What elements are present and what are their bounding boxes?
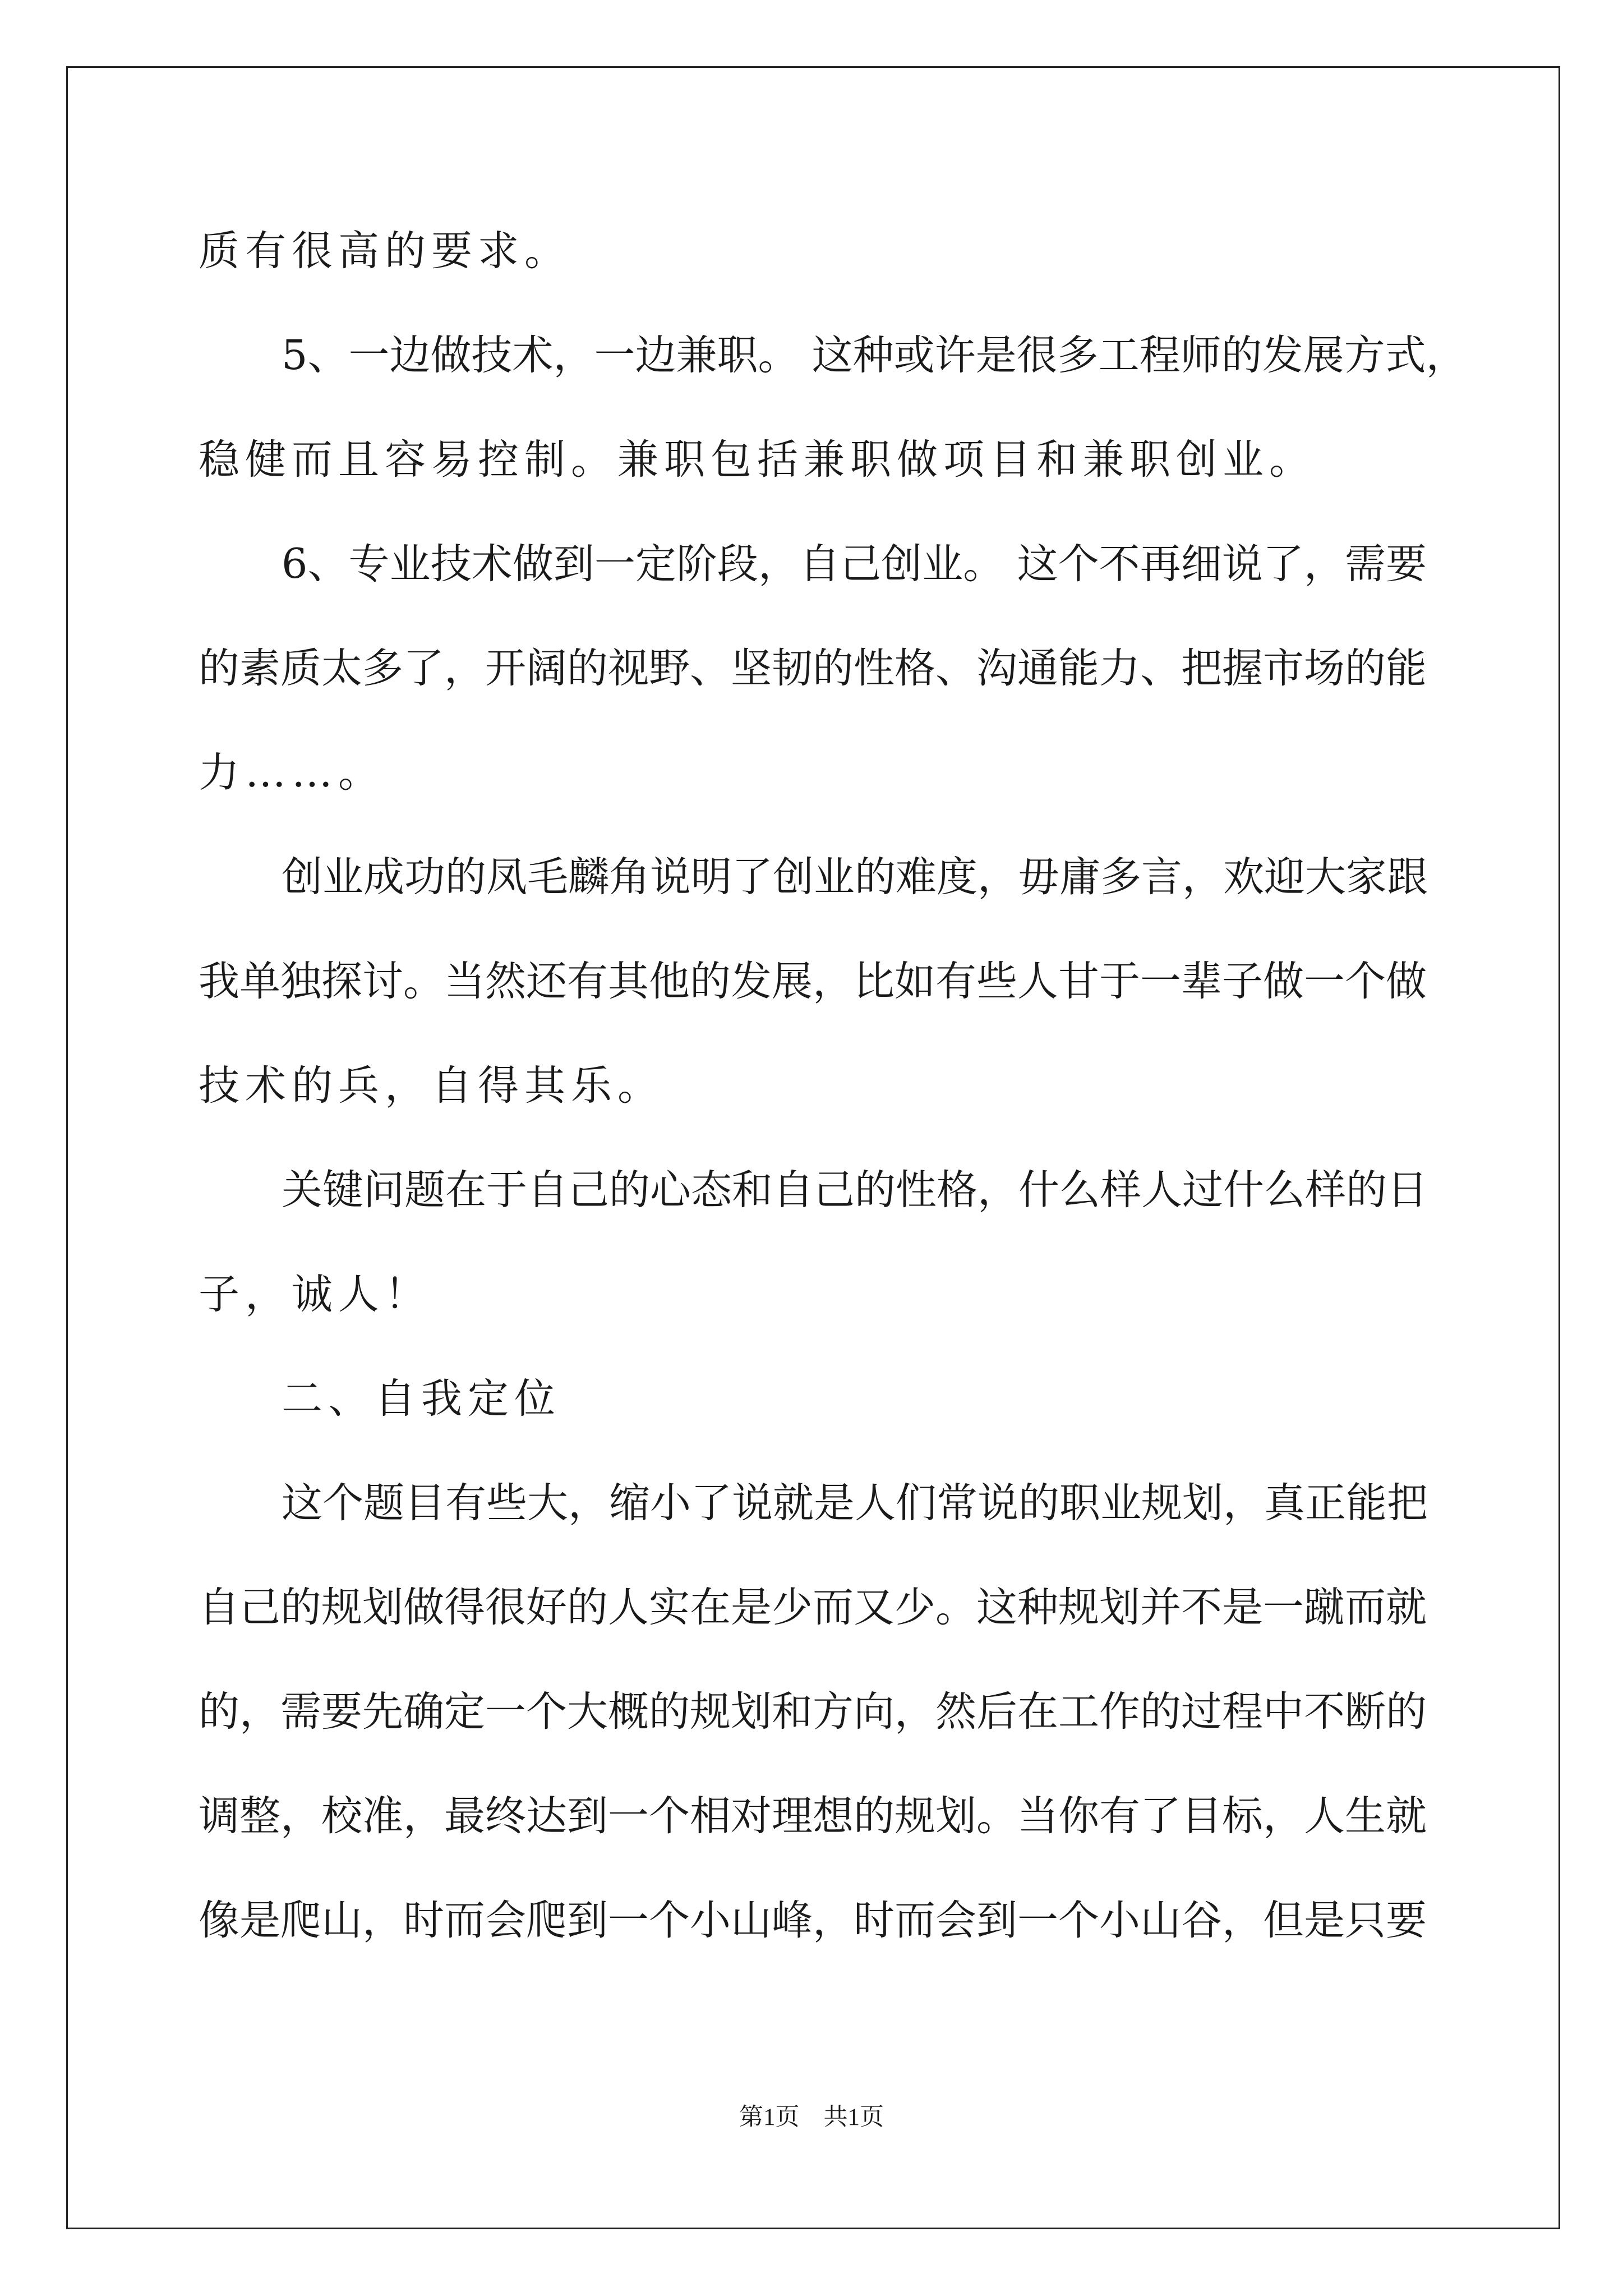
text-line: 质有很高的要求。 bbox=[199, 227, 571, 275]
section-heading: 二、自我定位 bbox=[282, 1375, 561, 1423]
text-line: 力……。 bbox=[199, 749, 385, 797]
paragraph-start-line: 5、一边做技术，一边兼职。 这种或许是很多工程师的发展方式， bbox=[282, 332, 1467, 379]
document-body bbox=[199, 199, 1467, 1973]
text-line: 自己的规划做得很好的人实在是少而又少。这种规划并不是一蹴而就 bbox=[199, 1584, 1427, 1631]
text-line: 的素质太多了，开阔的视野、坚韧的性格、沟通能力、把握市场的能 bbox=[199, 645, 1427, 692]
paragraph-start-line: 创业成功的凤毛麟角说明了创业的难度，毋庸多言，欢迎大家跟 bbox=[282, 853, 1428, 901]
paragraph-start-line: 这个题目有些大，缩小了说就是人们常说的职业规划，真正能把 bbox=[282, 1479, 1428, 1527]
paragraph-start-line: 关键问题在于自己的心态和自己的性格，什么样人过什么样的日 bbox=[282, 1166, 1428, 1214]
text-line: 子，诚人！ bbox=[199, 1271, 431, 1318]
text-line: 的，需要先确定一个大概的规划和方向，然后在工作的过程中不断的 bbox=[199, 1688, 1427, 1736]
paragraph-start-line: 6、专业技术做到一定阶段，自己创业。 这个不再细说了，需要 bbox=[282, 540, 1427, 588]
text-line: 技术的兵，自得其乐。 bbox=[199, 1062, 664, 1110]
text-line: 稳健而且容易控制。兼职包括兼职做项目和兼职创业。 bbox=[199, 436, 1316, 484]
text-line: 调整，校准，最终达到一个相对理想的规划。当你有了目标，人生就 bbox=[199, 1792, 1427, 1840]
text-line: 像是爬山，时而会爬到一个小山峰，时而会到一个小山谷，但是只要 bbox=[199, 1897, 1427, 1944]
text-line: 我单独探讨。当然还有其他的发展，比如有些人甘于一辈子做一个做 bbox=[199, 958, 1427, 1005]
page-number-footer: 第1页 共1页 bbox=[739, 2104, 884, 2131]
